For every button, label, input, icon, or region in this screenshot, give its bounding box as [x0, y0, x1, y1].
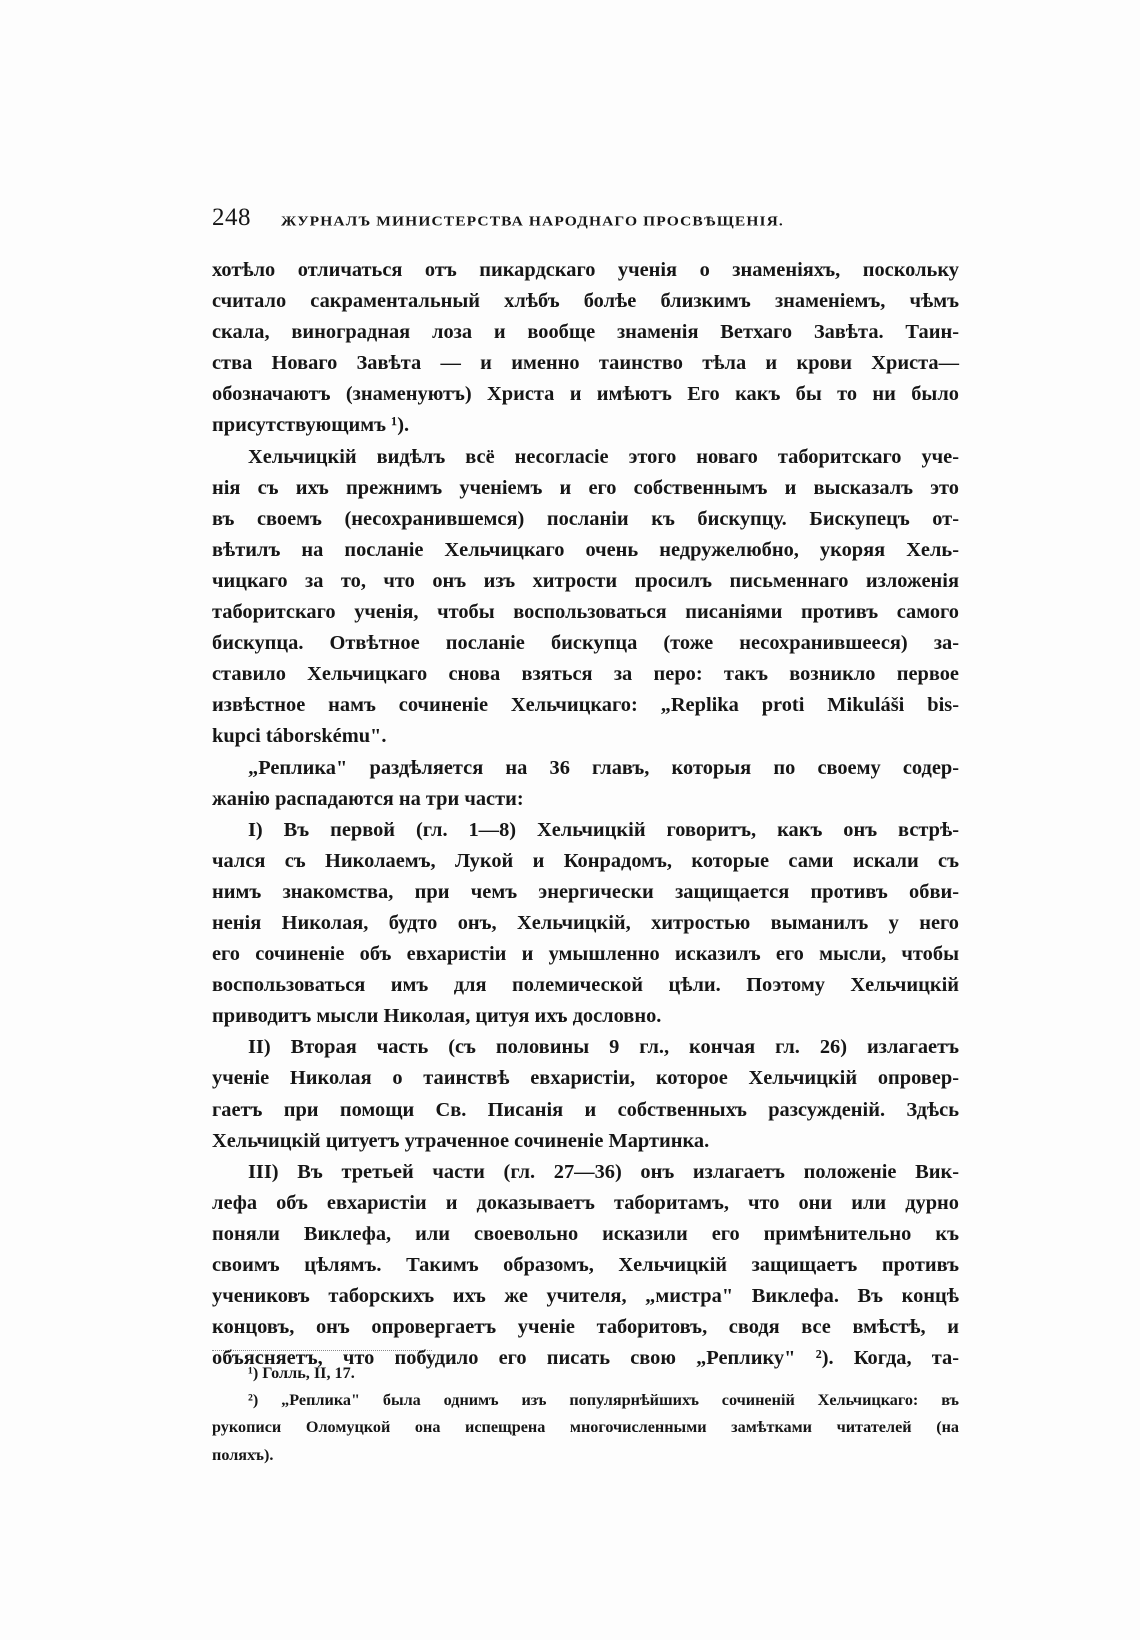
text-line: въ своемъ (несохранившемся) посланіи къ бискупцу. Бискупецъ от- [212, 507, 959, 530]
footnote-line: рукописи Оломуцкой она испещрена многочисленными замѣтками читателей (на [212, 1418, 959, 1437]
text-line: учениковъ таборскихъ ихъ же учителя, „мистра" Виклефа. Въ концѣ [212, 1285, 959, 1308]
text-line: объясняетъ, что побудило его писать свою „Реплику" ²). Когда, та- [212, 1347, 959, 1370]
text-line: нимъ знакомства, при чемъ энергически защищается противъ обви- [212, 880, 959, 903]
text-line: ученіе Николая о таинствѣ евхаристіи, которое Хельчицкій опровер- [212, 1067, 959, 1090]
text-line: хотѣло отличаться отъ пикардскаго ученія о знаменіяхъ, поскольку [212, 259, 959, 281]
text-line: считало сакраментальный хлѣбъ болѣе близкимъ знаменіемъ, чѣмъ [212, 290, 959, 313]
text-line: жанію распадаются на три части: [212, 787, 524, 810]
text-line: вѣтилъ на посланіе Хельчицкаго очень недружелюбно, укоряя Хель- [212, 538, 959, 561]
text-line: „Реплика" раздѣляется на 36 главъ, которыя по своему содер- [248, 756, 959, 779]
text-line: приводитъ мысли Николая, цитуя ихъ дословно. [212, 1005, 662, 1028]
text-line: его сочиненіе объ евхаристіи и умышленно исказилъ его мысли, чтобы [212, 943, 959, 966]
text-line: своимъ цѣлямъ. Такимъ образомъ, Хельчицкій защищаетъ противъ [212, 1254, 959, 1276]
text-line: поняли Виклефа, или своевольно исказили его примѣнительно къ [212, 1222, 959, 1245]
text-line: присутствующимъ ¹). [212, 414, 410, 437]
footnote-line: ²) „Реплика" была однимъ изъ популярнѣйшихъ сочиненій Хельчицкаго: въ [248, 1391, 959, 1410]
text-line: бискупца. Отвѣтное посланіе бискупца (тоже несохранившееся) за- [212, 632, 959, 655]
running-title: ЖУРНАЛЪ МИНИСТЕРСТВА НАРОДНАГО ПРОСВѢЩЕНІЯ. [281, 213, 784, 230]
text-line: скала, виноградная лоза и вообще знаменія Ветхаго Завѣта. Таин- [212, 321, 959, 344]
text-line: Хельчицкій цитуетъ утраченное сочиненіе Мартинка. [212, 1129, 710, 1152]
text-line: нія съ ихъ прежнимъ ученіемъ и его собственнымъ и высказалъ это [212, 476, 959, 499]
page-number: 248 [212, 204, 251, 231]
main-text [212, 255, 959, 1374]
text-line: чицкаго за то, что онъ изъ хитрости просилъ письменнаго изложенія [212, 569, 959, 592]
footnotes [212, 1360, 959, 1469]
footnote-line: поляхъ). [212, 1445, 274, 1464]
text-line: извѣстное намъ сочиненіе Хельчицкаго: „Replika proti Mikuláši bis- [212, 694, 959, 717]
text-line: обозначаютъ (знаменуютъ) Христа и имѣютъ Его какъ бы то ни было [212, 383, 959, 406]
text-line: таборитскаго ученія, чтобы воспользоваться писаніями противъ самого [212, 601, 959, 624]
text-line: лефа объ евхаристіи и доказываетъ таборитамъ, что они или дурно [212, 1191, 959, 1214]
footnote-divider [212, 1350, 432, 1351]
text-line: гаетъ при помощи Св. Писанія и собственныхъ разсужденій. Здѣсь [212, 1098, 959, 1121]
text-line: III) Въ третьей части (гл. 27—36) онъ излагаетъ положеніе Вик- [248, 1160, 959, 1183]
text-line: I) Въ первой (гл. 1—8) Хельчицкій говоритъ, какъ онъ встрѣ- [248, 818, 959, 841]
text-line: ства Новаго Завѣта — и именно таинство тѣла и крови Христа— [212, 352, 959, 375]
text-line: II) Вторая часть (съ половины 9 гл., кончая гл. 26) излагаетъ [248, 1036, 959, 1059]
text-line: воспользоваться имъ для полемической цѣли. Поэтому Хельчицкій [212, 974, 959, 997]
text-line: ненія Николая, будто онъ, Хельчицкій, хитростью выманилъ у него [212, 911, 959, 934]
text-line: Хельчицкій видѣлъ всё несогласіе этого новаго таборитскаго уче- [248, 445, 959, 468]
text-line: kupci táborskému". [212, 725, 387, 748]
text-line: концовъ, онъ опровергаетъ ученіе таборитовъ, сводя все вмѣстѣ, и [212, 1316, 959, 1339]
text-line: чался съ Николаемъ, Лукой и Конрадомъ, которые сами искали съ [212, 849, 959, 872]
text-line: ставило Хельчицкаго снова взяться за перо: такъ возникло первое [212, 663, 959, 686]
footnote-line: ¹) Голль, II, 17. [248, 1364, 355, 1382]
page-header [212, 204, 952, 234]
